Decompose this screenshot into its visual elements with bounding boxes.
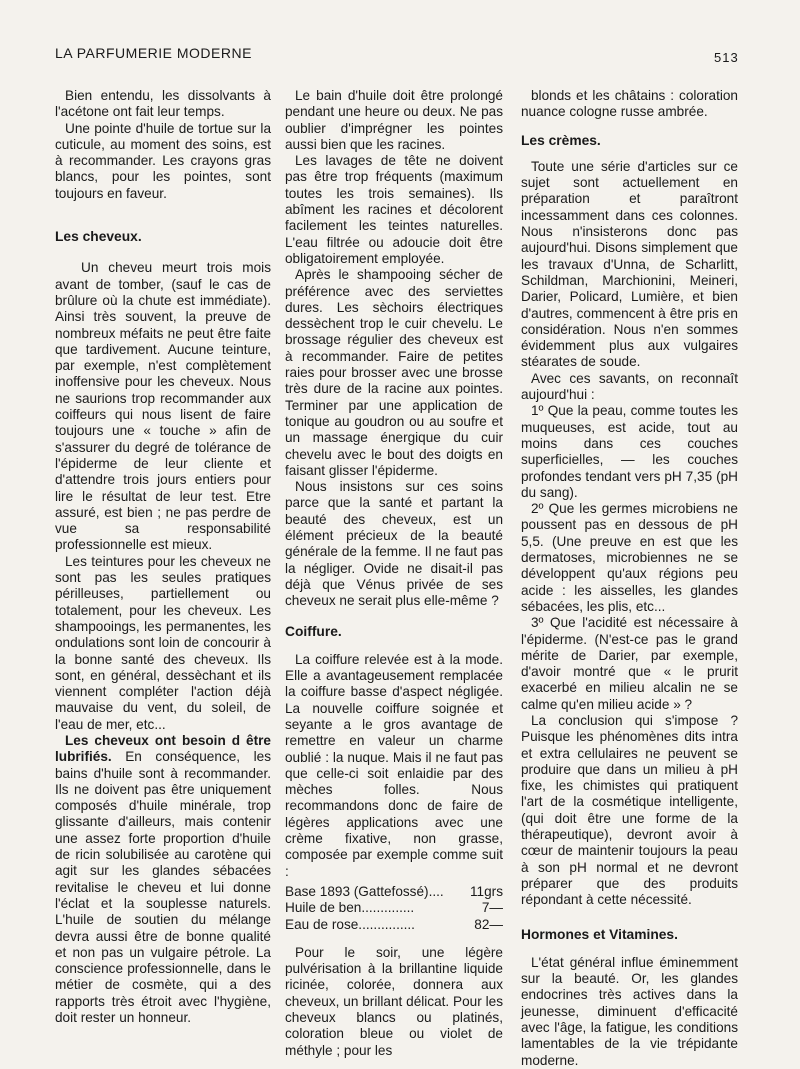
paragraph: Avec ces savants, on reconnaît aujourd'hui :	[521, 370, 738, 403]
column-2	[285, 88, 503, 1059]
ingredient-amount: 11grs	[470, 883, 503, 899]
run-in-heading: Les cheveux ont besoin d être lubrifiés.	[55, 732, 271, 765]
paragraph: Les teintures pour les cheveux ne sont pas les seules pratiques périlleuses, partiellement ou totalement, pour les cheveux. Les shampooings, les permanentes, les ondulations sont loin de concourir à la bonne santé des cheveux. Ils sont, en général, dessèchant et ils viennent compléter l'action déjà mauvaise du vent, du soleil, de l'eau de mer, etc...	[55, 553, 271, 732]
ingredient-name: Base 1893 (Gattefossé)....	[285, 883, 444, 899]
formula-table	[285, 884, 503, 933]
paragraph: Nous insistons sur ces soins parce que la santé et partant la beauté des cheveux, est un élément précieux de la beauté générale de la femme. Il ne faut pas la négliger. Ovide ne disait-il pas déjà que Vénus privée de ses cheveux ne serait plus elle-même ?	[285, 479, 503, 609]
paragraph: Une pointe d'huile de tortue sur la cuticule, au moment des soins, est à recommander. Les crayons gras blancs, pour les pointes, sont toujours en faveur.	[55, 120, 271, 201]
paragraph-text: En conséquence, les bains d'huile sont à recommander. Ils ne doivent pas être uniquement composés d'huile minérale, trop glissante d'ailleurs, mais contenir une assez forte proportion d'huile de ricin solubilisée au carotène qui agit sur les glandes sébacées revitalise le cheveu et lui donne l'éclat et la souplesse naturels. L'huile de soutien du mélange devra aussi être de bonne qualité et non pas un vulgaire pétrole. La conscience professionnelle, dans le métier de cosmète, qui a des rapports très étroit avec l'hygiène, doit rester un honneur.	[55, 749, 271, 1026]
formula-row	[285, 884, 503, 900]
paragraph: 3º Que l'acidité est nécessaire à l'épiderme. (N'est-ce pas le grand mérite de Darier, par exemple, d'avoir montré que « le prurit exacerbé en milieu alcalin ne se calme qu'en milieu acide » ?	[521, 615, 738, 712]
paragraph: Toute une série d'articles sur ce sujet sont actuellement en préparation et paraîtront incessamment dans ces colonnes. Nous n'insisterons donc pas aujourd'hui. Disons simplement que les travaux d'Unna, de Scharlitt, Schildman, Marchionini, Meineri, Darier, Policard, Lumière, et bien d'autres, commencent à être pris en considération. Nous n'en sommes évidemment plus aux vulgaires stéarates de soude.	[521, 158, 738, 370]
ingredient-amount: 82—	[474, 916, 503, 932]
paragraph: Pour le soir, une légère pulvérisation à la brillantine liquide ricinée, colorée, donnera aux cheveux, un brillant délicat. Pour les cheveux blancs ou platinés, coloration bleue ou violet de méthyle ; pour les	[285, 944, 503, 1058]
running-head: LA PARFUMERIE MODERNE	[55, 45, 252, 61]
paragraph: 1º Que la peau, comme toutes les muqueuses, est acide, tout au moins dans ces couches superficielles, — les couches profondes tendant vers pH 7,35 (pH du sang).	[521, 403, 738, 500]
paragraph: Un cheveu meurt trois mois avant de tomber, (sauf le cas de brûlure où la chute est immédiate). Ainsi très souvent, la preuve de nombreux méfaits ne peut être faite que tardivement. Aucune teinture, par exemple, n'est complètement inoffensive pour les cheveux. Nous ne saurions trop recommander aux coiffeurs qui nous lisent de faire toujours une « touche » afin de s'assurer du degré de tolérance de l'épiderme de leur cliente et d'attendre trois jours entiers pour lire le résultat de leur test. Etre assuré, est bien ; ne pas perdre de vue sa responsabilité professionnelle est mieux.	[55, 260, 271, 553]
paragraph: Le bain d'huile doit être prolongé pendant une heure ou deux. Ne pas oublier d'imprégner les pointes aussi bien que les racines.	[285, 88, 503, 152]
section-heading-hormones: Hormones et Vitamines.	[521, 926, 678, 942]
paragraph: blonds et les châtains : coloration nuance cologne russe ambrée.	[521, 88, 738, 120]
paragraph: Après le shampooing sécher de préférence avec des serviettes dures. Les sèchoirs électriques dessèchent trop le cuir chevelu. Le brossage régulier des cheveux est à recommander. Faire de petites raies pour brosser avec une brosse très dure de la racine aux pointes. Terminer par une application de tonique au goudron ou au soufre et un massage énergique du cuir chevelu avec le bout des doigts en faisant glisser l'épiderme.	[285, 267, 503, 478]
paragraph: Les lavages de tête ne doivent pas être trop fréquents (maximum toutes les trois semaines). Ils abîment les racines et décolorent facilement les teintes naturelles. L'eau filtrée ou adoucie doit être obligatoirement employée.	[285, 153, 503, 266]
formula-row	[285, 917, 503, 933]
ingredient-name: Eau de rose...............	[285, 916, 415, 932]
ingredient-name: Huile de ben..............	[285, 900, 415, 916]
column-3	[521, 88, 738, 1069]
paragraph: La coiffure relevée est à la mode. Elle a avantageusement remplacée la coiffure basse d'aspect négligée. La nouvelle coiffure soignée et seyante a le gros avantage de remettre en valeur un charme oublié : la nuque. Mais il ne faut pas que celle-ci soit enlaidie par des mèches folles. Nous recommandons donc de faire de légères applications avec une crème fixative, non grasse, composée par exemple comme suit :	[285, 651, 503, 879]
column-1	[55, 88, 271, 1026]
paragraph: Bien entendu, les dissolvants à l'acétone ont fait leur temps.	[55, 88, 271, 120]
section-heading-coiffure: Coiffure.	[285, 623, 342, 639]
paragraph: L'état général influe éminemment sur la beauté. Or, les glandes endocrines très actives dans la jeunesse, diminuent d'efficacité avec l'âge, la fatigue, les conditions lamentables de la vie trépidante moderne.	[521, 954, 738, 1068]
formula-row	[285, 900, 503, 916]
paragraph: La conclusion qui s'impose ? Puisque les phénomènes dits intra et extra cellulaires ne peuvent se produire que dans un milieu à pH fixe, les chimistes qui pratiquent l'art de la cosmétique intelligente, (qui doit être une forme de la thérapeutique), devront avoir à cœur de maintenir toujours la peau à son pH normal et ne devront préparer que des produits répondant à cette nécessité.	[521, 712, 738, 908]
section-heading-cremes: Les crèmes.	[521, 132, 601, 148]
paragraph	[55, 733, 271, 1026]
ingredient-amount: 7—	[481, 900, 503, 916]
section-heading-cheveux: Les cheveux.	[55, 229, 142, 245]
paragraph: 2º Que les germes microbiens ne poussent pas en dessous de pH 5,5. (Une preuve en est que les dermatoses, microbiennes ne se développent qu'aux régions peu acide : les aisselles, les glandes sébacées, les plis, etc...	[521, 501, 738, 614]
page-number: 513	[714, 50, 739, 65]
